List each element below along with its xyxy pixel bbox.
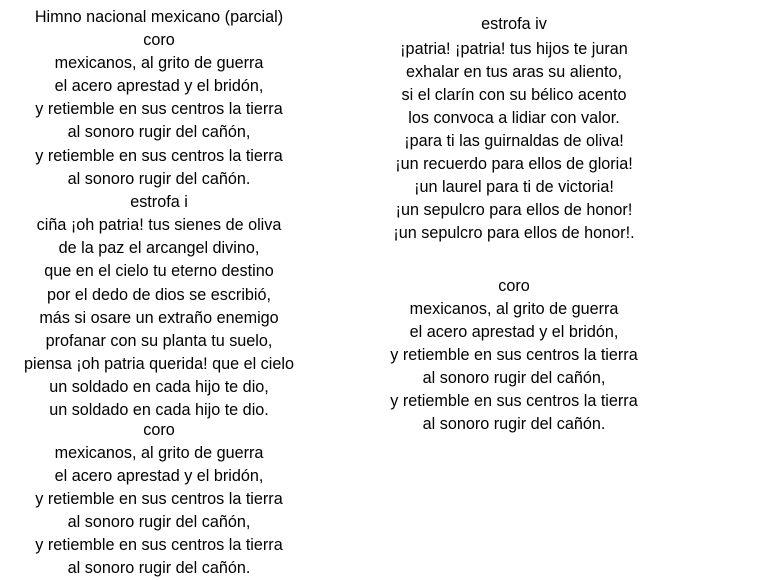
section-heading: coro [143,31,175,49]
verse-line: ¡patria! ¡patria! tus hijos te juran [400,40,628,58]
verse-line: al sonoro rugir del cañón. [67,170,251,188]
verse-line: profanar con su planta tu suelo, [45,332,273,350]
verse-line: al sonoro rugir del cañón, [67,123,251,141]
verse-line: exhalar en tus aras su aliento, [406,63,622,81]
verse-line: un soldado en cada hijo te dio, [49,378,269,396]
verse-line: y retiemble en sus centros la tierra [35,147,283,165]
verse-line: y retiemble en sus centros la tierra [35,100,283,118]
verse-line: al sonoro rugir del cañón, [422,369,606,387]
verse-line: ¡un sepulcro para ellos de honor! [395,201,633,219]
verse-line: el acero aprestad y el bridón, [54,467,264,485]
section-heading: estrofa iv [481,15,547,33]
verse-line: un soldado en cada hijo te dio. [49,401,269,419]
verse-line: al sonoro rugir del cañón, [67,513,251,531]
verse-line: de la paz el arcangel divino, [58,239,260,257]
section-heading: coro [498,277,530,295]
verse-line: al sonoro rugir del cañón. [67,559,251,577]
verse-line: más si osare un extraño enemigo [39,309,279,327]
verse-line: ¡un recuerdo para ellos de gloria! [395,155,633,173]
verse-line: ¡un sepulcro para ellos de honor!. [393,224,635,242]
verse-line: por el dedo de dios se escribió, [46,286,272,304]
verse-line: ciña ¡oh patria! tus sienes de oliva [36,216,282,234]
verse-line: si el clarín con su bélico acento [401,86,627,104]
verse-line: ¡para ti las guirnaldas de oliva! [404,132,624,150]
section-heading: coro [143,421,175,439]
verse-line: al sonoro rugir del cañón. [422,415,606,433]
verse-line: y retiemble en sus centros la tierra [390,392,638,410]
section-heading: estrofa i [130,193,188,211]
verse-line: ¡un laurel para ti de victoria! [414,178,614,196]
anthem-title: Himno nacional mexicano (parcial) [34,8,284,26]
verse-line: y retiemble en sus centros la tierra [35,490,283,508]
verse-line: mexicanos, al grito de guerra [409,300,619,318]
verse-line: mexicanos, al grito de guerra [54,444,264,462]
verse-line: el acero aprestad y el bridón, [409,323,619,341]
verse-line: el acero aprestad y el bridón, [54,77,264,95]
verse-line: piensa ¡oh patria querida! que el cielo [24,355,294,373]
verse-line: y retiemble en sus centros la tierra [35,536,283,554]
verse-line: los convoca a lidiar con valor. [408,109,620,127]
verse-line: que en el cielo tu eterno destino [44,262,274,280]
verse-line: mexicanos, al grito de guerra [54,54,264,72]
verse-line: y retiemble en sus centros la tierra [390,346,638,364]
